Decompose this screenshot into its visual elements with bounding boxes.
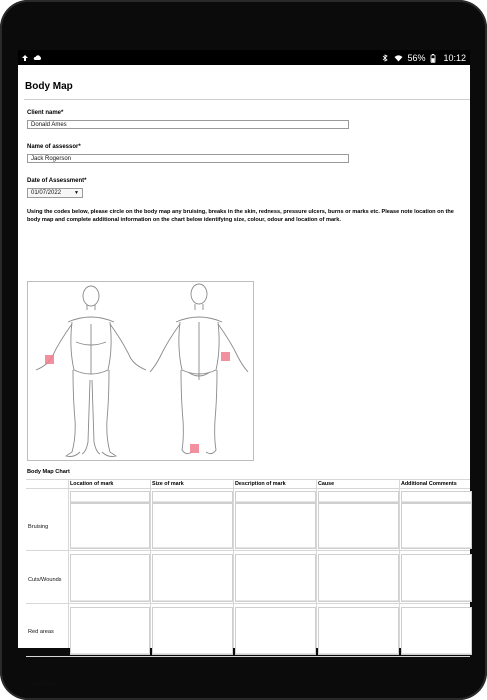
bruising-size-input[interactable] xyxy=(152,503,233,549)
row-label-red-areas: Red areas xyxy=(28,629,54,635)
wifi-icon xyxy=(394,54,402,62)
assessor-name-label: Name of assessor* xyxy=(27,144,81,150)
bluetooth-icon xyxy=(381,54,389,62)
cuts-description-input[interactable] xyxy=(235,554,316,602)
bruising-cause-input[interactable] xyxy=(318,503,399,549)
row-label-scalds: Scalds/Burns xyxy=(28,681,61,687)
row-rule-0 xyxy=(26,550,470,551)
col-size: Size of mark xyxy=(152,481,184,487)
cloud-icon xyxy=(33,54,41,62)
page-title: Body Map xyxy=(25,81,73,92)
client-name-label: Client name* xyxy=(27,110,64,116)
cuts-location-input[interactable] xyxy=(70,554,150,602)
bodymap-mark-front-left-arm xyxy=(45,355,54,364)
chevron-down-icon: ▼ xyxy=(74,190,79,196)
client-name-field[interactable]: Donald Ames xyxy=(27,120,349,129)
chart-top-rule xyxy=(26,479,470,480)
upload-icon xyxy=(21,54,29,62)
front-figure xyxy=(36,286,146,457)
cuts-size-input[interactable] xyxy=(152,554,233,602)
col-comments: Additional Comments xyxy=(401,481,457,487)
instructions-text: Using the codes below, please circle on the body map any bruising, breaks in the skin, redness, pressure ulcers, burns or marks etc. Please note location on the body map and complete additional information on the chart below identifying size, colour, odour and location of mark. xyxy=(27,209,454,223)
col-divider-3 xyxy=(316,479,317,648)
col-divider-1 xyxy=(150,479,151,648)
cuts-comments-input[interactable] xyxy=(401,554,472,602)
col-description: Description of mark xyxy=(235,481,286,487)
app-content xyxy=(18,65,470,687)
title-divider xyxy=(24,99,470,100)
row-label-bruising: Bruising xyxy=(28,524,49,530)
red-location-input[interactable] xyxy=(70,607,150,655)
red-description-input[interactable] xyxy=(235,607,316,655)
date-label: Date of Assessment* xyxy=(27,178,87,184)
bruising-location-input[interactable] xyxy=(70,503,150,549)
status-bar xyxy=(18,50,470,65)
battery-percent: 56% xyxy=(407,52,426,63)
bruising-description-top[interactable] xyxy=(235,491,316,503)
row-rule-2 xyxy=(26,656,470,657)
red-comments-input[interactable] xyxy=(401,607,472,655)
date-value: 01/07/2022 xyxy=(31,190,62,196)
battery-icon xyxy=(430,54,438,62)
body-map[interactable] xyxy=(27,281,254,461)
col-divider-2 xyxy=(233,479,234,648)
bodymap-mark-back-right-arm xyxy=(221,352,230,361)
col-divider-0 xyxy=(68,479,69,648)
body-map-figures xyxy=(28,282,253,460)
col-divider-4 xyxy=(399,479,400,648)
back-figure xyxy=(150,284,248,454)
screen xyxy=(18,50,470,687)
bruising-size-top[interactable] xyxy=(152,491,233,503)
row-rule-1 xyxy=(26,603,470,604)
bruising-description-input[interactable] xyxy=(235,503,316,549)
red-size-input[interactable] xyxy=(152,607,233,655)
bruising-cause-top[interactable] xyxy=(318,491,399,503)
bodymap-mark-back-left-foot xyxy=(190,444,199,453)
date-select[interactable] xyxy=(27,188,83,198)
bruising-comments-top[interactable] xyxy=(401,491,472,503)
bruising-location-top[interactable] xyxy=(70,491,150,503)
col-cause: Cause xyxy=(318,481,335,487)
chart-header-rule xyxy=(26,488,470,489)
body-map-chart xyxy=(26,479,470,648)
body-map-chart-title: Body Map Chart xyxy=(27,469,70,475)
bruising-comments-input[interactable] xyxy=(401,503,472,549)
clock: 10:12 xyxy=(443,52,466,63)
col-location: Location of mark xyxy=(70,481,114,487)
row-label-cuts: Cuts/Wounds xyxy=(28,577,62,583)
cuts-cause-input[interactable] xyxy=(318,554,399,602)
red-cause-input[interactable] xyxy=(318,607,399,655)
assessor-name-field[interactable]: Jack Rogerson xyxy=(27,154,349,163)
